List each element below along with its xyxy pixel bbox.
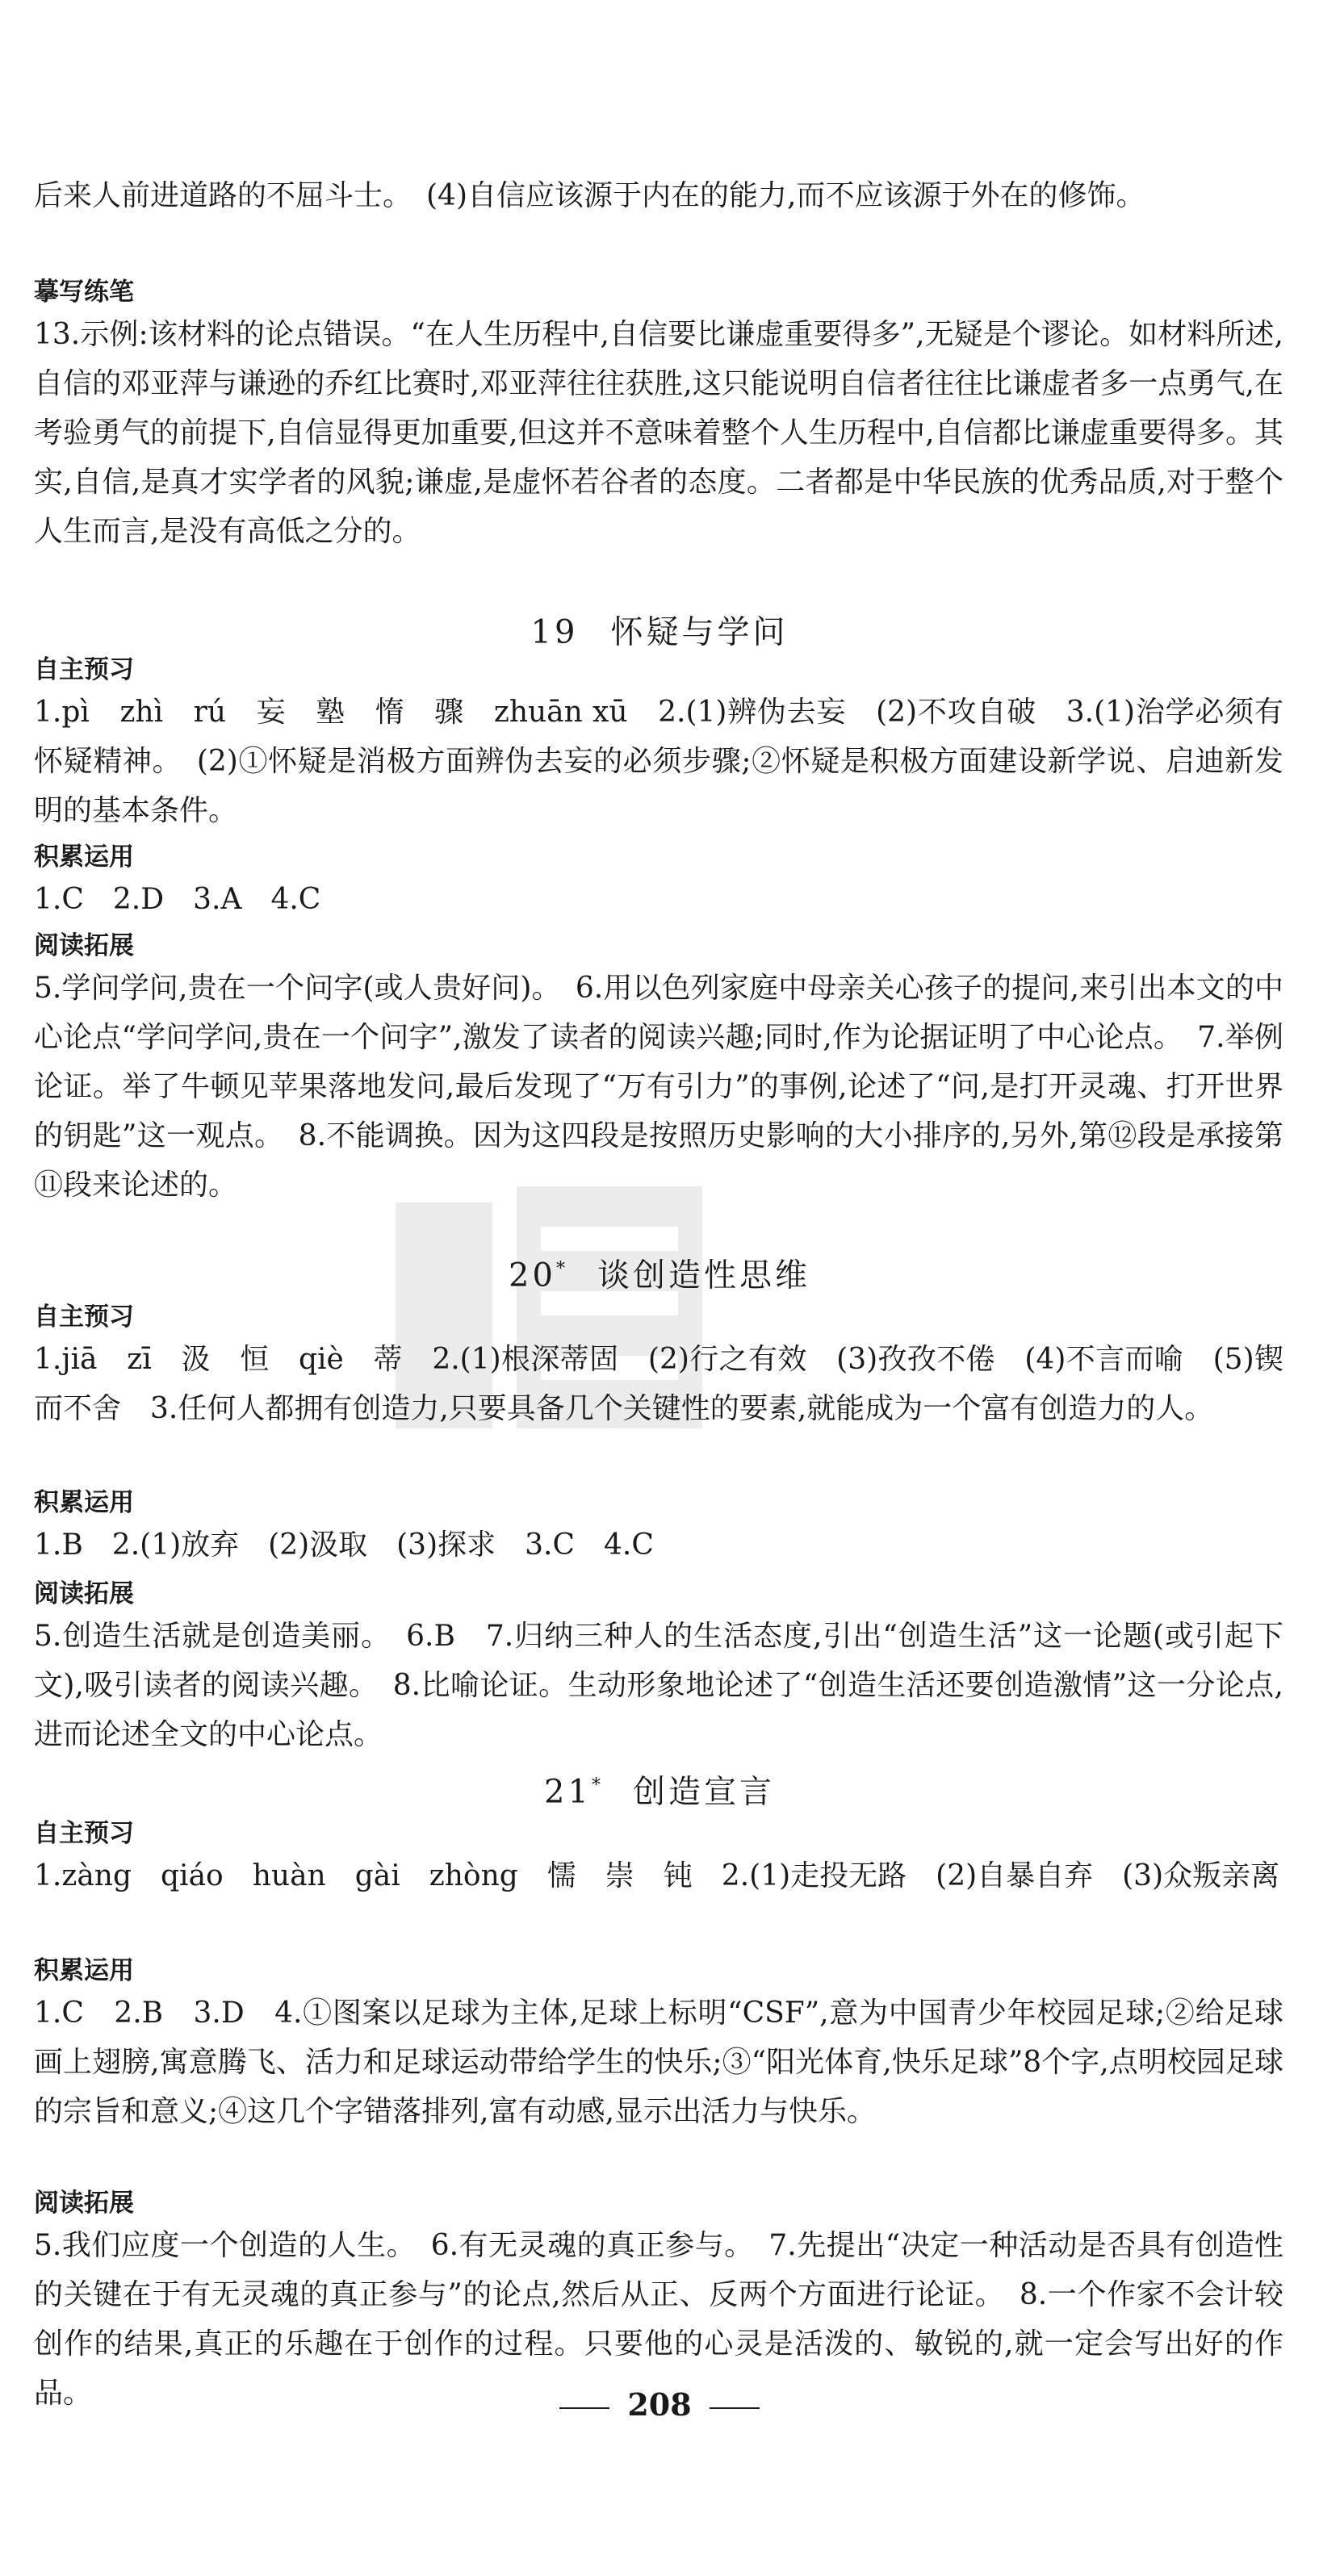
section-text: 1.C 2.D 3.A 4.C xyxy=(34,883,321,916)
footer-dash-left xyxy=(559,2407,609,2409)
lesson-name: 怀疑与学问 xyxy=(610,613,789,651)
lesson-number: 20 xyxy=(509,1257,556,1294)
page-number: 208 xyxy=(627,2386,692,2423)
section-text: 1.jiā zī 汲 恒 qiè 蒂 2.(1)根深蒂固 (2)行之有效 (3)孜孜不倦 (4)不言而喻 (5)锲而不舍 3.任何人都拥有创造力,只要具备几个关键性的要素,就能成为一个富有创造力的人。 xyxy=(34,1343,1283,1425)
section-label: 阅读拓展 xyxy=(34,931,134,960)
lesson-star: * xyxy=(555,1259,565,1279)
lesson-19-reading xyxy=(34,928,1283,1210)
section-label: 阅读拓展 xyxy=(34,1579,134,1608)
section-label: 摹写练笔 xyxy=(34,278,134,307)
lesson-name: 创造宣言 xyxy=(632,1773,775,1811)
section-text: 5.学问学问,贵在一个问字(或人贵好问)。 6.用以色列家庭中母亲关心孩子的提问,来引出本文的中心论点“学问学问,贵在一个问字”,激发了读者的阅读兴趣;同时,作为论据证明了中心论点。 7.举例论证。举了牛顿见苹果落地发问,最后发现了“万有引力”的事例,论述了“问,是打开灵魂、打开世界的钥匙”这一观点。 8.不能调换。因为这四段是按照历史影响的大小排序的,另外,第⑫段是承接第⑪段来论述的。 xyxy=(34,972,1283,1202)
section-text: 5.我们应度一个创造的人生。 6.有无灵魂的真正参与。 7.先提出“决定一种活动是否具有创造性的关键在于有无灵魂的真正参与”的论点,然后从正、反两个方面进行论证。 8.一个作家不会计较创作的结果,真正的乐趣在于创作的过程。只要他的心灵是活泼的、敏锐的,就一定会写出好的作品。 xyxy=(34,2229,1283,2410)
section-text: 1.zàng qiáo huàn gài zhòng 懦 崇 钝 2.(1)走投无路 (2)自暴自弃 (3)众叛亲离 xyxy=(34,1859,1280,1892)
copy-practice-text: 13.示例:该材料的论点错误。“在人生历程中,自信要比谦虚重要得多”,无疑是个谬论。如材料所述,自信的邓亚萍与谦逊的乔红比赛时,邓亚萍往往获胜,这只能说明自信者往往比谦虚者多一点勇气,在考验勇气的前提下,自信显得更加重要,但这并不意味着整个人生历程中,自信都比谦虚重要得多。其实,自信,是真才实学者的风貌;谦虚,是虚怀若谷者的态度。二者都是中华民族的优秀品质,对于整个人生而言,是没有高低之分的。 xyxy=(34,318,1283,548)
section-text: 1.pì zhì rú 妄 塾 惰 骤 zhuān xū 2.(1)辨伪去妄 (2)不攻自破 3.(1)治学必须有怀疑精神。 (2)①怀疑是消极方面辨伪去妄的必须步骤;②怀疑是积极方面建设新学说、启迪新发明的基本条件。 xyxy=(34,696,1283,827)
lesson-number: 21 xyxy=(544,1773,592,1811)
lesson-title xyxy=(0,1247,1319,1298)
section-text: 1.B 2.(1)放弃 (2)汲取 (3)探求 3.C 4.C xyxy=(34,1528,654,1562)
lesson-19-preview xyxy=(34,652,1283,835)
section-label: 积累运用 xyxy=(34,1956,134,1985)
lesson-number: 19 xyxy=(530,613,579,651)
page-footer xyxy=(0,2382,1319,2428)
section-text: 1.C 2.B 3.D 4.①图案以足球为主体,足球上标明“CSF”,意为中国青少年校园足球;②给足球画上翅膀,寓意腾飞、活力和足球运动带给学生的快乐;③“阳光体育,快乐足球”8个字,点明校园足球的宗旨和意义;④这几个字错落排列,富有动感,显示出活力与快乐。 xyxy=(34,1997,1283,2128)
section-label: 积累运用 xyxy=(34,843,134,872)
copy-practice-block xyxy=(34,274,1283,556)
section-label: 阅读拓展 xyxy=(34,2189,134,2218)
lesson-20-accumulation xyxy=(34,1485,1283,1570)
section-label: 自主预习 xyxy=(34,1819,134,1848)
lesson-21-preview xyxy=(34,1816,1283,1901)
section-label: 自主预习 xyxy=(34,1303,134,1332)
lesson-star: * xyxy=(591,1775,601,1796)
section-label: 积累运用 xyxy=(34,1488,134,1517)
section-label: 自主预习 xyxy=(34,655,134,684)
lesson-title xyxy=(0,604,1319,654)
lesson-title xyxy=(0,1763,1319,1814)
footer-dash-right xyxy=(710,2407,760,2409)
lesson-name: 谈创造性思维 xyxy=(597,1257,810,1294)
section-text: 5.创造生活就是创造美丽。 6.B 7.归纳三种人的生活态度,引出“创造生活”这一论题(或引起下文),吸引读者的阅读兴趣。 8.比喻论证。生动形象地论述了“创造生活还要创造激情”这一分论点,进而论述全文的中心论点。 xyxy=(34,1620,1283,1751)
lesson-20-preview xyxy=(34,1299,1283,1433)
lesson-20-reading xyxy=(34,1576,1283,1759)
carry-over-text: 后来人前进道路的不屈斗士。 (4)自信应该源于内在的能力,而不应该源于外在的修饰。 xyxy=(34,179,1145,212)
lesson-19-accumulation xyxy=(34,839,1283,924)
lesson-21-accumulation xyxy=(34,1953,1283,2136)
carry-over-block xyxy=(34,171,1283,220)
